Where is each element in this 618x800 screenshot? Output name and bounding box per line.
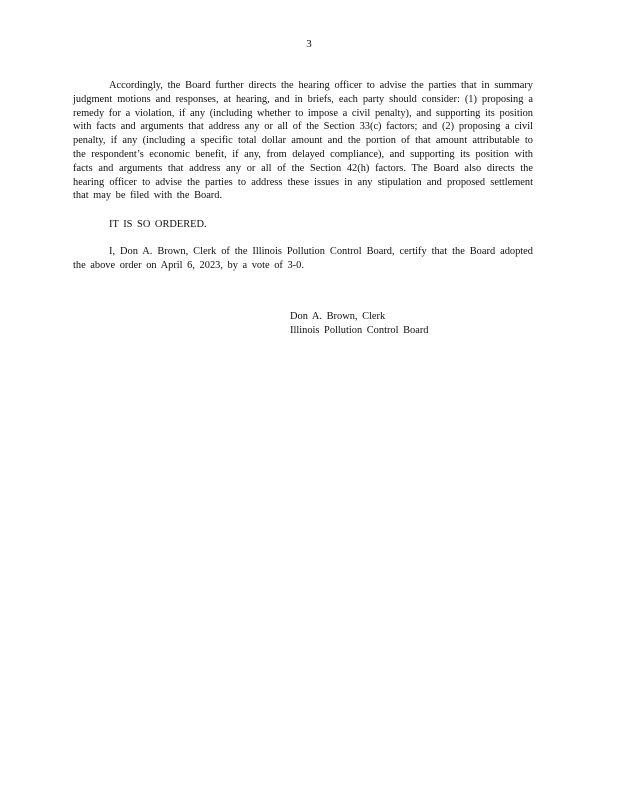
- signature-name-title: Don A. Brown, Clerk: [290, 311, 386, 322]
- order-statement: IT IS SO ORDERED.: [109, 219, 207, 230]
- clerk-certification: I, Don A. Brown, Clerk of the Illinois Pollution Control Board, certify that the Board adopted the above order on April 6, 2023, by a vote of 3-0.: [73, 246, 533, 271]
- signature-block: [290, 310, 429, 338]
- body-paragraph-directive: Accordingly, the Board further directs the hearing officer to advise the parties that in summary judgment motions and responses, at hearing, and in briefs, each party should consider: (1) proposing a remedy for a violation, if any (including whether to impose a civil penalty), and supporting its position with facts and arguments that address any or all of the Section 33(c) factors; and (2) proposing a civil penalty, if any (including a specific total dollar amount and the portion of that amount attributable to the respondent’s economic benefit, if any, from delayed compliance), and supporting its position with facts and arguments that address any or all of the Section 42(h) factors. The Board also directs the hearing officer to advise the parties to address these issues in any stipulation and proposed settlement that may be filed with the Board.: [73, 80, 533, 202]
- page-number: 3: [306, 38, 312, 50]
- signature-organization: Illinois Pollution Control Board: [290, 324, 429, 336]
